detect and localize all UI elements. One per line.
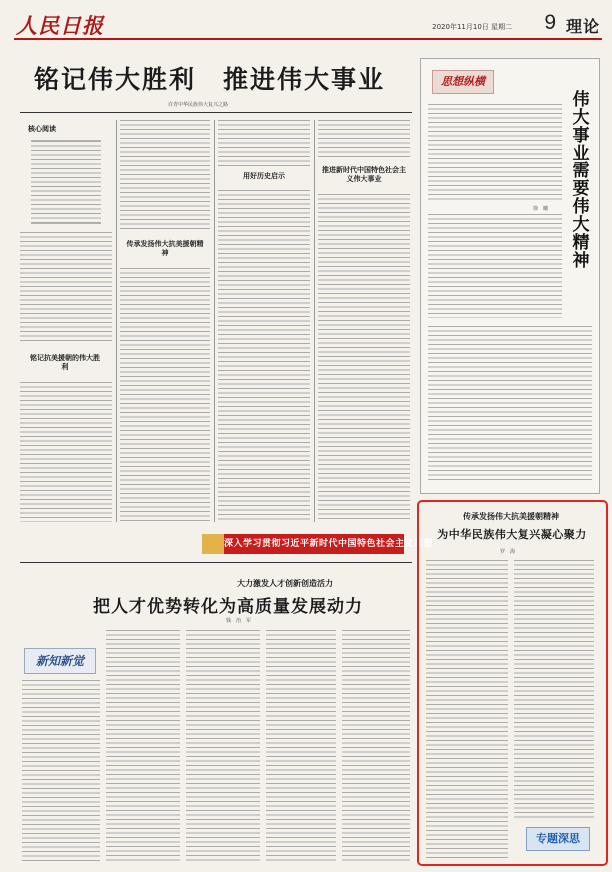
sidebar-text-top	[428, 104, 562, 200]
sidebar-title: 伟大事业需要伟大精神	[572, 90, 590, 271]
lead-text-col-3a	[218, 120, 310, 166]
article-b-text-col-3	[186, 630, 260, 864]
lead-text-col-2a	[120, 120, 210, 232]
article-c-title: 为中华民族伟大复兴凝心聚力	[437, 528, 587, 541]
banner-emblem	[202, 534, 224, 554]
column-rule	[214, 120, 215, 522]
article-b-text-col-2	[106, 630, 180, 864]
sidebar-author: 徐 曦	[533, 206, 549, 212]
lead-article-byline: 许青中华民族伟大复兴之路	[168, 102, 229, 108]
article-b-byline: 钱 治 军	[226, 618, 252, 624]
lead-subhead-3: 用好历史启示	[243, 171, 285, 180]
column-rule	[116, 120, 117, 522]
issue-date: 2020年11月10日 星期二	[432, 23, 512, 31]
summary-label: 核心阅读	[28, 124, 56, 133]
sidebar-column-badge: 思想纵横	[432, 70, 494, 94]
lead-article-title: 铭记伟大胜利 推进伟大事业	[34, 65, 386, 94]
divider	[20, 562, 412, 563]
lead-text-col-4a	[318, 120, 410, 160]
lead-subhead-4: 推进新时代中国特色社会主义伟大事业	[322, 165, 406, 183]
lead-text-col-3b	[218, 190, 310, 522]
lead-text-col-1b	[20, 382, 112, 522]
lead-text-col-1a	[20, 232, 112, 344]
lead-text-col-2b	[120, 268, 210, 522]
lead-text-col-4b	[318, 194, 410, 522]
article-b-kicker: 大力激发人才创新创造活力	[237, 578, 333, 588]
masthead	[14, 10, 602, 40]
section-name: 理论	[565, 17, 600, 36]
lead-subhead-1: 铭记抗美援朝的伟大胜利	[30, 353, 100, 371]
article-c-column-badge: 专题深思	[526, 827, 590, 851]
sidebar-text-bottom	[428, 326, 592, 482]
newspaper-logo: 人民日报	[16, 13, 104, 38]
article-b-title: 把人才优势转化为高质量发展动力	[93, 597, 363, 617]
article-c-text-col-2	[514, 560, 594, 818]
column-rule	[314, 120, 315, 522]
page-number: 9	[544, 11, 556, 34]
article-b-text-col-4	[266, 630, 336, 864]
article-b-column-badge: 新知新觉	[24, 648, 96, 674]
article-c-text-col-1	[426, 560, 508, 858]
divider	[20, 112, 412, 113]
theme-banner: 深入学习贯彻习近平新时代中国特色社会主义思想	[224, 534, 404, 554]
article-c-kicker: 传承发扬伟大抗美援朝精神	[463, 511, 559, 521]
article-b-text-col-5	[342, 630, 410, 864]
article-b-text-col-1	[22, 680, 100, 864]
article-c-author: 罗 海	[500, 549, 516, 555]
lead-subhead-2: 传承发扬伟大抗美援朝精神	[126, 239, 204, 257]
sidebar-text-mid	[428, 214, 562, 318]
summary-text-block	[31, 140, 101, 224]
